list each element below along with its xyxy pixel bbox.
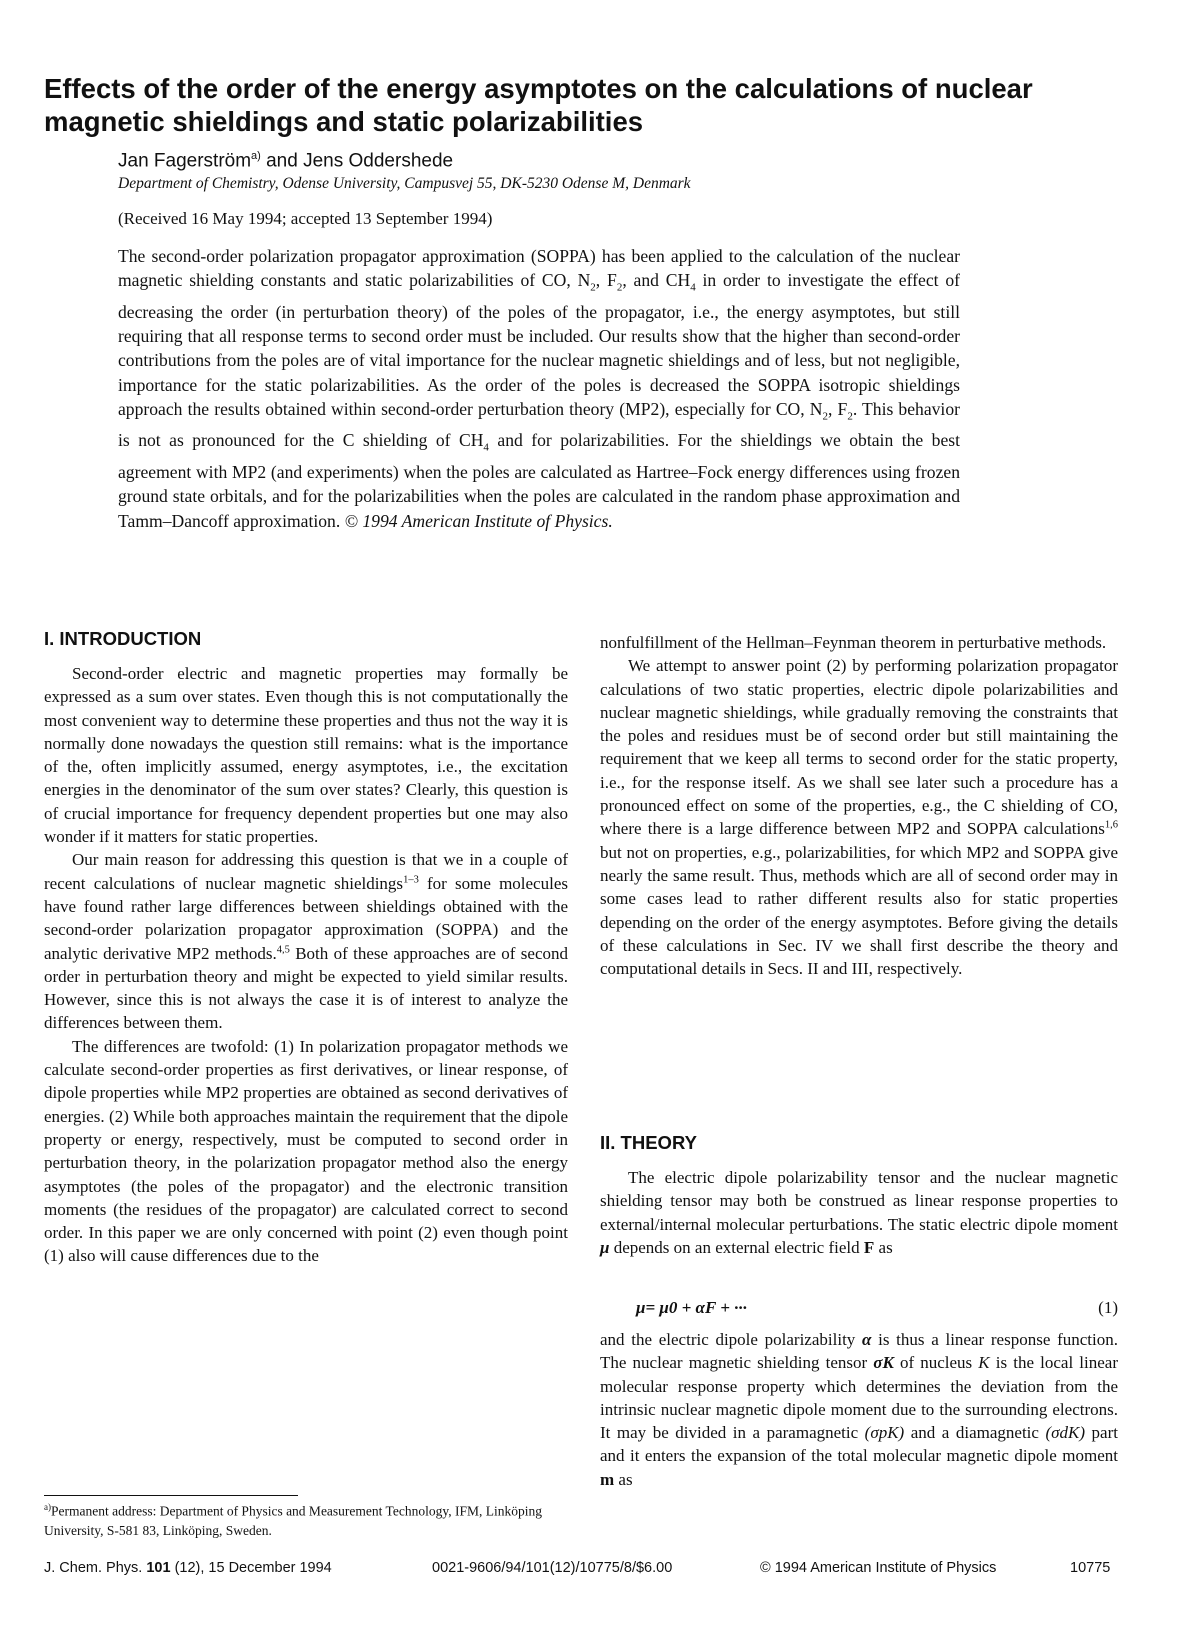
paragraph [44, 848, 568, 1034]
text-run: as [614, 1469, 633, 1489]
symbol-sigma-p: (σpK) [864, 1423, 905, 1443]
subscript: 2 [822, 410, 828, 423]
journal-citation [44, 1560, 332, 1576]
paragraph [600, 654, 1118, 980]
equation-body: μ= μ0 + αF + ··· [636, 1298, 747, 1317]
footer-copyright: © 1994 American Institute of Physics [760, 1560, 997, 1576]
abstract-text: , F [595, 270, 617, 291]
theory-paragraph-2 [600, 1328, 1118, 1491]
abstract-text: , and CH [622, 270, 691, 291]
author-name: Jan Fagerström [118, 150, 252, 172]
subscript: 2 [847, 410, 853, 423]
text-run: as [874, 1237, 893, 1257]
page-number: 10775 [1070, 1560, 1111, 1576]
section-heading-theory: II. THEORY [600, 1132, 697, 1153]
text-run: is the local linear molecular response property which determines the deviation from the intrinsic nuclear magnetic dipole moment due to the surrounding electrons. It may be divided in a paramagnetic [600, 1353, 1119, 1443]
footnote [44, 1498, 574, 1540]
journal-volume: 101 [146, 1560, 171, 1576]
author-name: Jens Oddershede [303, 150, 454, 172]
subscript: 2 [590, 281, 596, 294]
text-run: for some molecules have found rather large differences between shieldings obtained with the second-order polarization propagator approximation (SOPPA) and the analytic derivative MP2 methods. [44, 873, 568, 963]
paragraph [600, 1328, 1118, 1491]
author-list [118, 150, 453, 172]
abstract-text: . This behavior is not as pronounced for the C shielding of CH [118, 398, 960, 451]
paragraph: Second-order electric and magnetic properties may formally be expressed as a sum over states. Even though this is not computationally the most convenient way to determine these properties and thus not the way it is normally done nowadays the question still remains: what is the importance of the, often implicitly assumed, energy asymptotes, i.e., the excitation energies in the denominator of the sum over states? Clearly, this question is of crucial importance for frequency dependent properties but one may also wonder if it matters for static properties. [44, 664, 568, 847]
right-column [600, 631, 1118, 980]
text-run: We attempt to answer point (2) by performing polarization propagator calculations of two static properties, electric dipole polarizabilities and nuclear magnetic shieldings, while gradually removing the constraints that the poles and residues must be of second order but still maintaining the requirement that we keep all terms to second order for the static property, i.e., for the response itself. As we shall see later such a procedure has a pronounced effect on some of the properties, e.g., the C shielding of CO, where there is a large difference between MP2 and SOPPA calculations [600, 656, 1118, 839]
text-run: of nucleus [893, 1353, 979, 1373]
theory-paragraph-1 [600, 1166, 1118, 1259]
text-run: Our main reason for addressing this question is that we in a couple of recent calculations of nuclear magnetic shieldings [44, 850, 568, 893]
article-code: 0021-9606/94/101(12)/10775/8/$6.00 [432, 1560, 673, 1576]
citation: 1,6 [1104, 819, 1118, 831]
symbol-sigma-k: σK [873, 1353, 894, 1373]
text-run: but not on properties, e.g., polarizabilities, for which MP2 and SOPPA give nearly the same result. Thus, methods which are all of second order may in some cases lead to rather different results also for static properties depending on the order of the energy asymptotes. Before giving the details of these calculations in Sec. IV we shall first describe the theory and computational details in Secs. II and III, respectively. [600, 842, 1118, 979]
affiliation: Department of Chemistry, Odense University, Campusvej 55, DK-5230 Odense M, Denmark [118, 175, 691, 192]
abstract-text: The second-order polarization propagator approximation (SOPPA) has been applied to the calculation of the nuclear magnetic shielding constants and static polarizabilities of CO, N [118, 246, 960, 291]
equation-number: (1) [1098, 1298, 1118, 1317]
symbol-m: m [600, 1469, 615, 1489]
symbol-mu: μ [600, 1237, 610, 1257]
footnote-text: Permanent address: Department of Physics and Measurement Technology, IFM, Linköping University, S-581 83, Linköping, Sweden. [44, 1503, 542, 1538]
text-run: The electric dipole polarizability tensor and the nuclear magnetic shielding tensor may both be construed as linear response properties to external/internal molecular perturbations. The static electric dipole moment [600, 1168, 1118, 1234]
symbol-alpha: α [862, 1330, 872, 1349]
abstract-text: and for polarizabilities. For the shieldings we obtain the best agreement with MP2 (and experiments) when the poles are calculated as Hartree–Fock energy differences using frozen ground state orbitals, and for the polarizabilities when the poles are calculated in the random phase approximation and Tamm–Dancoff approximation. [118, 430, 960, 531]
abstract-text: , F [828, 398, 848, 419]
subscript: 4 [690, 281, 696, 294]
text-run: is thus a linear response function. The nuclear magnetic shielding tensor [600, 1330, 1118, 1373]
abstract [118, 244, 960, 533]
paragraph [600, 1166, 1118, 1259]
footnote-rule [44, 1495, 298, 1496]
footnote-marker: a) [251, 150, 261, 162]
paragraph: nonfulfillment of the Hellman–Feynman theorem in perturbative methods. [600, 633, 1107, 652]
section-heading-introduction: I. INTRODUCTION [44, 628, 202, 649]
symbol-sigma-d: (σdK) [1045, 1423, 1086, 1443]
paper-title: Effects of the order of the energy asymptotes on the calculations of nuclear magnetic shieldings and static polarizabilities [44, 73, 1033, 137]
footnote-marker: a) [44, 1502, 51, 1512]
subscript: 2 [616, 281, 623, 294]
journal-issue-date: (12), 15 December 1994 [174, 1560, 332, 1576]
symbol-K: K [978, 1353, 990, 1373]
journal-name: J. Chem. Phys. [44, 1560, 143, 1576]
text-run: and the electric dipole polarizability [600, 1330, 863, 1349]
text-run: Both of these approaches are of second order in perturbation theory and might be expected to yield similar results. However, since this is not always the case it is of interest to analyze the differences between them. [44, 943, 568, 1033]
citation: 1–3 [403, 874, 419, 886]
subscript: 4 [483, 441, 489, 454]
left-column [44, 662, 568, 1268]
author-connector: and [266, 150, 298, 172]
abstract-text: in order to investigate the effect of decreasing the order (in perturbation theory) of the poles of the propagator, i.e., the energy asymptotes, but still requiring that all response terms to second order must be included. Our results show that the higher than second-order contributions from the poles are of vital importance for the nuclear magnetic shieldings and of less, but not negligible, importance for the static polarizabilities. As the order of the poles is decreased the SOPPA isotropic shieldings approach the results obtained within second-order perturbation theory (MP2), especially for CO, N [118, 270, 960, 419]
paragraph: The differences are twofold: (1) In polarization propagator methods we calculate second-order properties as first derivatives, or linear response, of dipole properties while MP2 properties are obtained as second derivatives of energies. (2) While both approaches maintain the requirement that the dipole property or energy, respectively, must be computed to second order in perturbation theory, in the polarization propagator method also the energy asymptotes (the poles of the propagator) and the electronic transition moments (the residues of the propagator) are calculated correct to second order. In this paper we are only concerned with point (2) even though point (1) also will cause differences due to the [44, 1036, 568, 1266]
received-dates: (Received 16 May 1994; accepted 13 September 1994) [118, 209, 493, 228]
text-run: and a diamagnetic [904, 1423, 1046, 1443]
symbol-F: F [863, 1237, 875, 1257]
abstract-copyright: © 1994 American Institute of Physics. [344, 510, 613, 531]
text-run: part and it enters the expansion of the total molecular magnetic dipole moment [600, 1423, 1118, 1466]
citation: 4,5 [276, 943, 290, 955]
text-run: depends on an external electric field [609, 1237, 864, 1257]
